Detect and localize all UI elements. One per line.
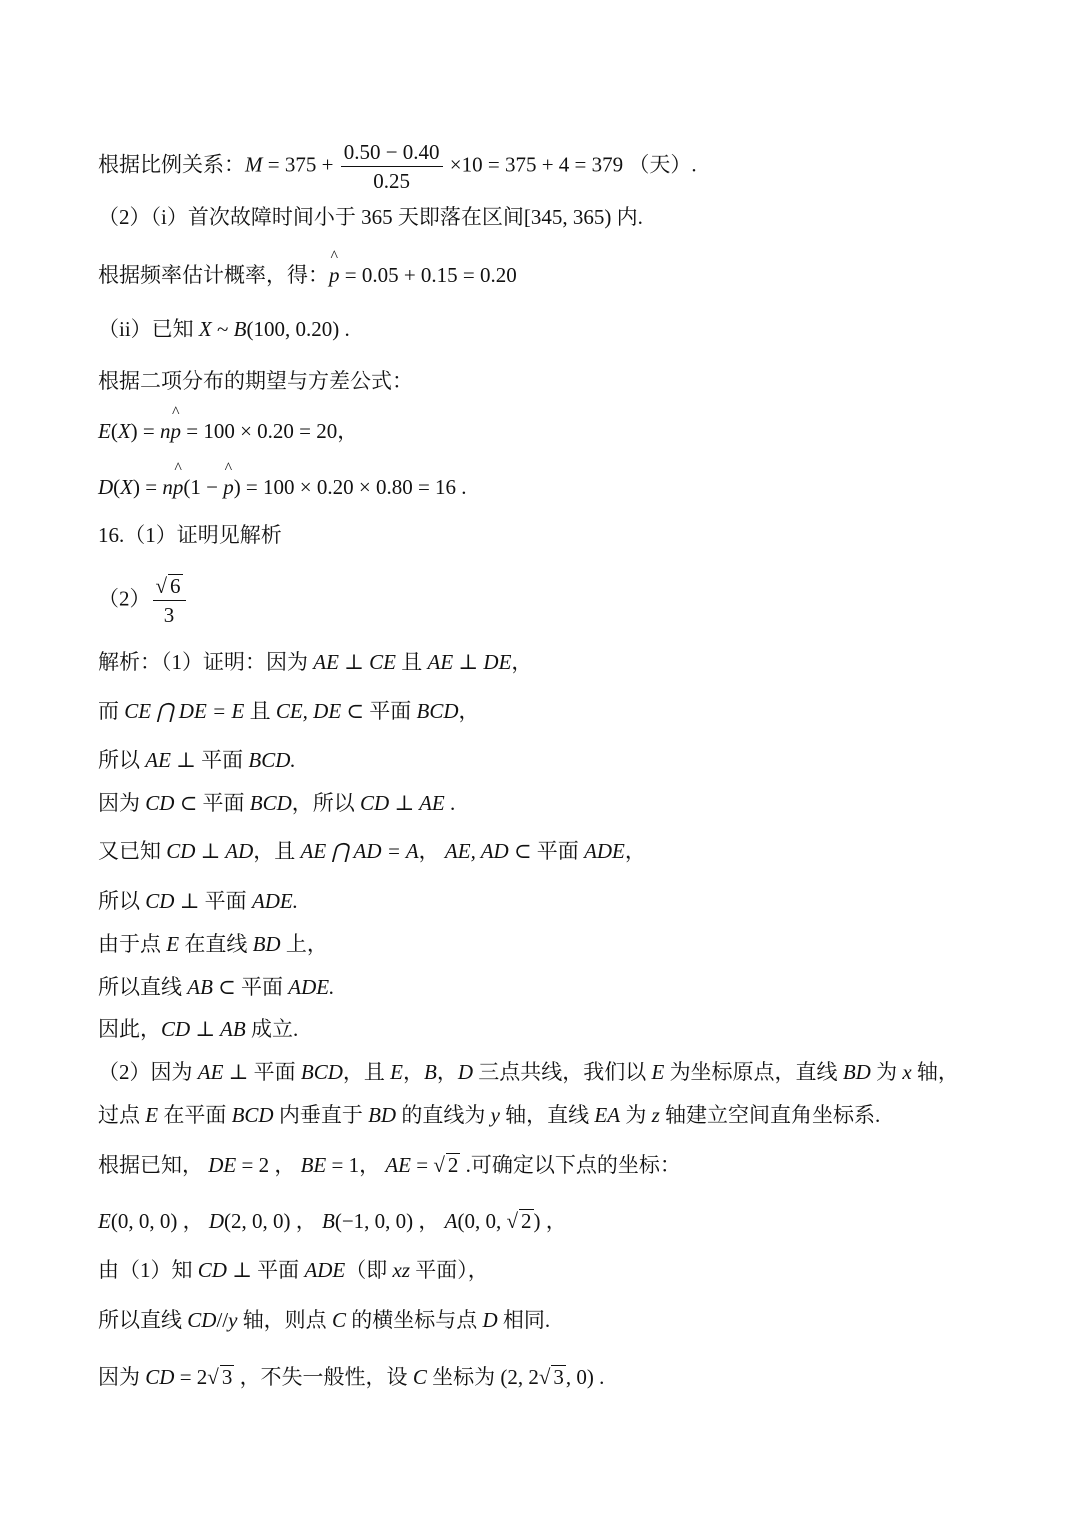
text: ×10 = 375 + 4 = 379 （天）. xyxy=(444,152,697,177)
expr: xz xyxy=(392,1258,411,1282)
text: ，所以 xyxy=(291,791,361,815)
expr: AE ⊥ DE xyxy=(427,650,512,674)
text: = 2 ， xyxy=(236,1153,301,1177)
analysis-line-4 xyxy=(98,788,455,818)
text: (100, 0.20) . xyxy=(246,317,350,341)
text: 16.（1）证明见解析 xyxy=(98,523,282,547)
expr: CD xyxy=(197,1258,227,1282)
expr: AE, AD xyxy=(444,839,509,863)
p-hat: ^ p xyxy=(329,260,340,290)
expr: D xyxy=(208,1209,224,1233)
expr: E xyxy=(390,1060,403,1084)
q16-heading xyxy=(98,520,282,550)
expr: BCD xyxy=(416,699,459,723)
expr: y xyxy=(490,1103,500,1127)
radicand: 6 xyxy=(170,574,181,598)
text: (−1, 0, 0) ， xyxy=(334,1209,445,1233)
expectation-line xyxy=(98,416,358,446)
proportion-line xyxy=(98,138,697,195)
text: （2）（i）首次故障时间小于 365 天即落在区间[345, 365) 内. xyxy=(98,205,643,229)
text: 因为 xyxy=(98,1365,146,1389)
text: 所以 xyxy=(98,748,146,772)
text: ，且 xyxy=(253,839,301,863)
expr: y xyxy=(228,1308,238,1332)
var: X xyxy=(198,317,212,341)
analysis-line-14 xyxy=(98,1305,550,1335)
expr: CE ⋂ DE = E xyxy=(124,699,245,723)
variance-line xyxy=(98,472,467,502)
analysis-line-12 xyxy=(98,1150,681,1180)
text: ， xyxy=(436,1060,458,1084)
analysis-line-15 xyxy=(98,1362,604,1392)
analysis-line-6 xyxy=(98,886,298,916)
part2-i-line xyxy=(98,202,643,232)
text: 内垂直于 xyxy=(273,1103,369,1127)
text: 且 xyxy=(244,699,276,723)
text: ， xyxy=(402,1060,424,1084)
expr: BD xyxy=(842,1060,871,1084)
var: D xyxy=(98,475,114,499)
fraction xyxy=(153,572,186,629)
expr: C xyxy=(412,1365,427,1389)
text: ， xyxy=(458,699,480,723)
var: B xyxy=(233,317,247,341)
coordinates-line xyxy=(98,1206,567,1236)
numerator: 0.50 − 0.40 xyxy=(341,138,443,167)
sqrt-sign-icon: √ xyxy=(207,1365,219,1389)
text: ⊂ 平面 xyxy=(212,975,289,999)
expr: CD xyxy=(187,1308,217,1332)
text: 根据已知， xyxy=(98,1153,209,1177)
var: n xyxy=(160,419,171,443)
text: 平面）， xyxy=(410,1258,489,1282)
text: ~ xyxy=(211,317,234,341)
formula-intro-line xyxy=(98,366,413,396)
text: 的直线为 xyxy=(396,1103,491,1127)
text: ⊥ 平面 xyxy=(223,1060,301,1084)
analysis-line-11 xyxy=(98,1100,880,1130)
var: X xyxy=(120,475,133,499)
text: 轴，则点 xyxy=(237,1308,332,1332)
var: M xyxy=(245,152,263,177)
expr: B xyxy=(423,1060,437,1084)
sqrt-sign-icon: √ xyxy=(155,574,168,598)
expr: A xyxy=(444,1209,458,1233)
analysis-line-10 xyxy=(98,1057,959,1087)
p-hat: ^ p xyxy=(223,472,234,502)
expr: E xyxy=(145,1103,159,1127)
text: ( xyxy=(113,475,121,499)
expr: BD xyxy=(368,1103,397,1127)
text: （2）因为 xyxy=(98,1060,198,1084)
text: ( xyxy=(110,419,118,443)
expr: BE xyxy=(300,1153,327,1177)
expr: CE, DE xyxy=(275,699,342,723)
radicand: 3 xyxy=(221,1365,233,1389)
text: 相同. xyxy=(497,1308,551,1332)
text: 上， xyxy=(280,932,328,956)
analysis-line-2 xyxy=(98,696,480,726)
expr: ADE. xyxy=(251,889,299,913)
text: ⊥ 平面 xyxy=(170,748,249,772)
expr: BCD xyxy=(300,1060,343,1084)
expr: CD xyxy=(145,889,175,913)
text: ⊥ 平面 xyxy=(226,1258,305,1282)
text: ， xyxy=(511,650,533,674)
text: 根据二项分布的期望与方差公式： xyxy=(98,369,413,393)
text: 在直线 xyxy=(179,932,253,956)
denominator: 3 xyxy=(163,603,175,627)
text: ⊂ 平面 xyxy=(341,699,417,723)
text: 根据频率估计概率，得： xyxy=(98,263,329,287)
text: 为 xyxy=(620,1103,652,1127)
analysis-line-13 xyxy=(98,1255,489,1285)
text: 又已知 xyxy=(98,839,167,863)
text: ) = xyxy=(133,475,163,499)
expr: ADE xyxy=(584,839,625,863)
text: 根据比例关系： xyxy=(98,152,245,177)
text: 为坐标原点，直线 xyxy=(664,1060,843,1084)
fraction xyxy=(341,138,443,195)
sqrt-sign-icon: √ xyxy=(538,1365,551,1389)
expr: CD ⊥ AD xyxy=(166,839,254,863)
expr: ADE xyxy=(304,1258,346,1282)
text: 由（1）知 xyxy=(98,1258,198,1282)
text: 在平面 xyxy=(158,1103,232,1127)
text: (2, 0, 0) ， xyxy=(224,1209,322,1233)
numerator xyxy=(153,572,186,601)
text: ， xyxy=(624,839,646,863)
text: ，且 xyxy=(342,1060,391,1084)
text: ⊥ 平面 xyxy=(174,889,252,913)
expr: CD ⊥ AE xyxy=(360,791,445,815)
text: , 0) . xyxy=(565,1365,605,1389)
text: 过点 xyxy=(98,1103,146,1127)
text: ⊂ 平面 xyxy=(508,839,585,863)
probability-line xyxy=(98,260,517,290)
sqrt-sign-icon: √ xyxy=(433,1153,445,1177)
var: X xyxy=(117,419,131,443)
text: （ii）已知 xyxy=(98,317,199,341)
text: = 100 × 0.20 = 20， xyxy=(181,419,359,443)
expr: AE xyxy=(145,748,171,772)
text: 且 xyxy=(396,650,428,674)
text: 所以 xyxy=(98,889,146,913)
expr: DE xyxy=(208,1153,237,1177)
text: ⊂ 平面 xyxy=(174,791,250,815)
analysis-line-9 xyxy=(98,1014,298,1044)
expr: BCD. xyxy=(248,748,296,772)
radicand: 2 xyxy=(447,1153,459,1177)
text: ) ， xyxy=(533,1209,567,1233)
sqrt-sign-icon: √ xyxy=(506,1209,519,1233)
text: .可确定以下点的坐标： xyxy=(460,1153,681,1177)
expr: BCD xyxy=(249,791,292,815)
text: 的横坐标与点 xyxy=(345,1308,483,1332)
text: 由于点 xyxy=(98,932,167,956)
expr: CD xyxy=(145,1365,175,1389)
analysis-line-1 xyxy=(98,647,532,677)
text: （即 xyxy=(345,1258,393,1282)
text: ， xyxy=(418,839,445,863)
expr: D xyxy=(482,1308,498,1332)
analysis-line-5 xyxy=(98,836,646,866)
expr: AE ⋂ AD = A xyxy=(300,839,419,863)
denominator: 0.25 xyxy=(373,169,410,193)
text: . xyxy=(444,791,456,815)
expr: E xyxy=(166,932,180,956)
expr: AE xyxy=(385,1153,411,1177)
text: ，不失一般性，设 xyxy=(234,1365,413,1389)
expr: C xyxy=(331,1308,346,1332)
expr: E xyxy=(651,1060,665,1084)
text: 成立. xyxy=(245,1017,299,1041)
text: = 1， xyxy=(326,1153,386,1177)
expr: AB xyxy=(187,975,213,999)
text: 三点共线，我们以 xyxy=(472,1060,652,1084)
text: 轴，直线 xyxy=(499,1103,595,1127)
text: ) = xyxy=(130,419,160,443)
text: (1 − xyxy=(183,475,224,499)
radicand: 2 xyxy=(521,1209,532,1233)
text: = 0.05 + 0.15 = 0.20 xyxy=(339,263,517,287)
analysis-line-7 xyxy=(98,929,328,959)
text: = 375 + xyxy=(262,152,339,177)
text: 而 xyxy=(98,699,125,723)
text: 因为 xyxy=(98,791,146,815)
expr: B xyxy=(322,1209,335,1233)
var: E xyxy=(98,419,111,443)
expr: AE xyxy=(197,1060,224,1084)
expr: D xyxy=(457,1060,473,1084)
expr: x xyxy=(902,1060,912,1084)
text: 为 xyxy=(870,1060,903,1084)
var: n xyxy=(162,475,173,499)
text: 所以直线 xyxy=(98,975,188,999)
text: (0, 0, xyxy=(457,1209,507,1233)
expr: z xyxy=(651,1103,660,1127)
p-hat: ^ p xyxy=(171,416,182,446)
text: 坐标为 (2, 2 xyxy=(426,1365,539,1389)
expr: AE ⊥ CE xyxy=(313,650,396,674)
text: (0, 0, 0) ， xyxy=(110,1209,209,1233)
expr: CD xyxy=(145,791,175,815)
part2-ii-line xyxy=(98,314,350,344)
text: 所以直线 xyxy=(98,1308,188,1332)
text: 轴建立空间直角坐标系. xyxy=(659,1103,881,1127)
text: // xyxy=(216,1308,229,1332)
text: （2） xyxy=(98,586,151,611)
expr: EA xyxy=(594,1103,621,1127)
radicand: 3 xyxy=(553,1365,564,1389)
expr: ADE. xyxy=(288,975,335,999)
p-hat: ^ p xyxy=(173,472,184,502)
q16-answer2 xyxy=(98,572,188,629)
analysis-line-8 xyxy=(98,972,334,1002)
text: 轴， xyxy=(911,1060,959,1084)
expr: E xyxy=(98,1209,111,1233)
text: = 2 xyxy=(174,1365,208,1389)
text: 因此， xyxy=(98,1017,161,1041)
expr: BD xyxy=(252,932,281,956)
expr: CD ⊥ AB xyxy=(161,1017,246,1041)
analysis-line-3 xyxy=(98,745,296,775)
text: ) = 100 × 0.20 × 0.80 = 16 . xyxy=(233,475,467,499)
expr: BCD xyxy=(231,1103,274,1127)
text: = xyxy=(411,1153,434,1177)
text: 解析：（1）证明：因为 xyxy=(98,650,314,674)
